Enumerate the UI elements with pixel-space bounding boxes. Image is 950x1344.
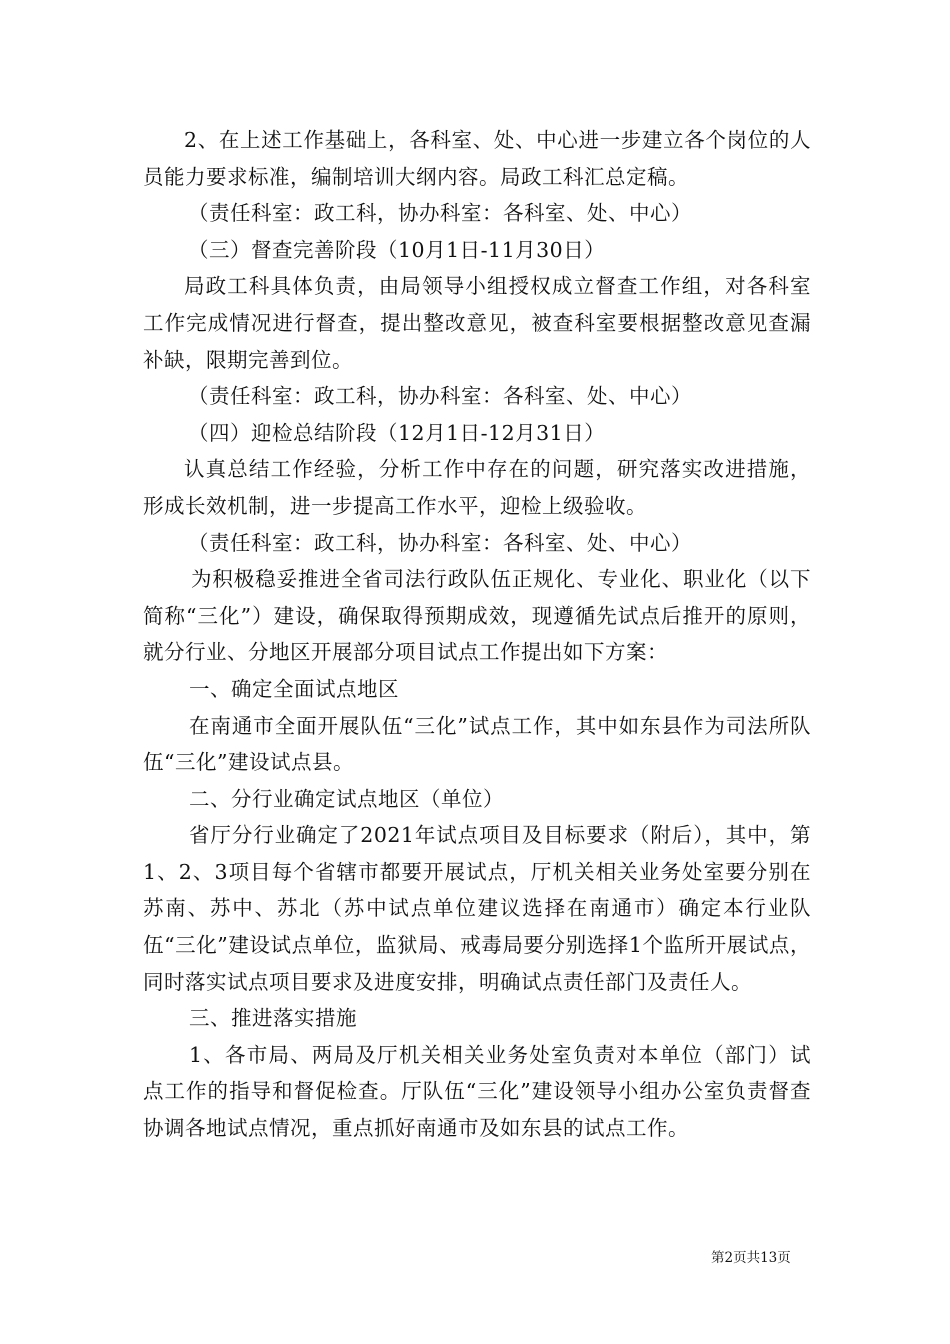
paragraph-responsibility-3: （责任科室：政工科，协办科室：各科室、处、中心） bbox=[188, 530, 692, 555]
heading-three: 三、推进落实措施 bbox=[189, 1006, 357, 1031]
document-body bbox=[143, 122, 811, 1147]
section-heading-3: （三）督查完善阶段（10月1日-11月30日） bbox=[188, 237, 606, 262]
heading-one: 一、确定全面试点地区 bbox=[189, 676, 399, 701]
paragraph-responsibility-2: （责任科室：政工科，协办科室：各科室、处、中心） bbox=[188, 384, 692, 409]
paragraph-measures-1: 1、各市局、两局及厅机关相关业务处室负责对本单位（部门）试点工作的指导和督促检查。厅队伍“三化”建设领导小组办公室负责督查协调各地试点情况，重点抓好南通市及如东县的试点工作。 bbox=[143, 1042, 811, 1141]
paragraph-intro: 为积极稳妥推进全省司法行政队伍正规化、专业化、职业化（以下简称“三化”）建设，确保取得预期成效，现遵循先试点后推开的原则，就分行业、分地区开展部分项目试点工作提出如下方案： bbox=[143, 567, 811, 665]
paragraph-1: 2、在上述工作基础上，各科室、处、中心进一步建立各个岗位的人员能力要求标准，编制培训大纲内容。局政工科汇总定稿。 bbox=[143, 128, 811, 189]
paragraph-responsibility-1: （责任科室：政工科，协办科室：各科室、处、中心） bbox=[188, 201, 692, 226]
paragraph-5: 认真总结工作经验，分析工作中存在的问题，研究落实改进措施，形成长效机制，进一步提高工作水平，迎检上级验收。 bbox=[143, 457, 811, 518]
paragraph-3: 局政工科具体负责，由局领导小组授权成立督查工作组，对各科室工作完成情况进行督查，提出整改意见，被查科室要根据整改意见查漏补缺，限期完善到位。 bbox=[143, 274, 811, 372]
page-number: 第2页共13页 bbox=[711, 1250, 791, 1266]
section-heading-4: （四）迎检总结阶段（12月1日-12月31日） bbox=[188, 420, 606, 445]
paragraph-nantong: 在南通市全面开展队伍“三化”试点工作，其中如东县作为司法所队伍“三化”建设试点县。 bbox=[143, 713, 811, 775]
paragraph-pilot-items: 省厅分行业确定了2021年试点项目及目标要求（附后），其中，第1、2、3项目每个省辖市都要开展试点，厅机关相关业务处室要分别在苏南、苏中、苏北（苏中试点单位建议选择在南通市）确定本行业队伍“三化”建设试点单位，监狱局、戒毒局要分别选择1个监所开展试点，同时落实试点项目要求及进度安排，明确试点责任部门及责任人。 bbox=[143, 823, 811, 994]
heading-two: 二、分行业确定试点地区（单位） bbox=[189, 786, 504, 811]
